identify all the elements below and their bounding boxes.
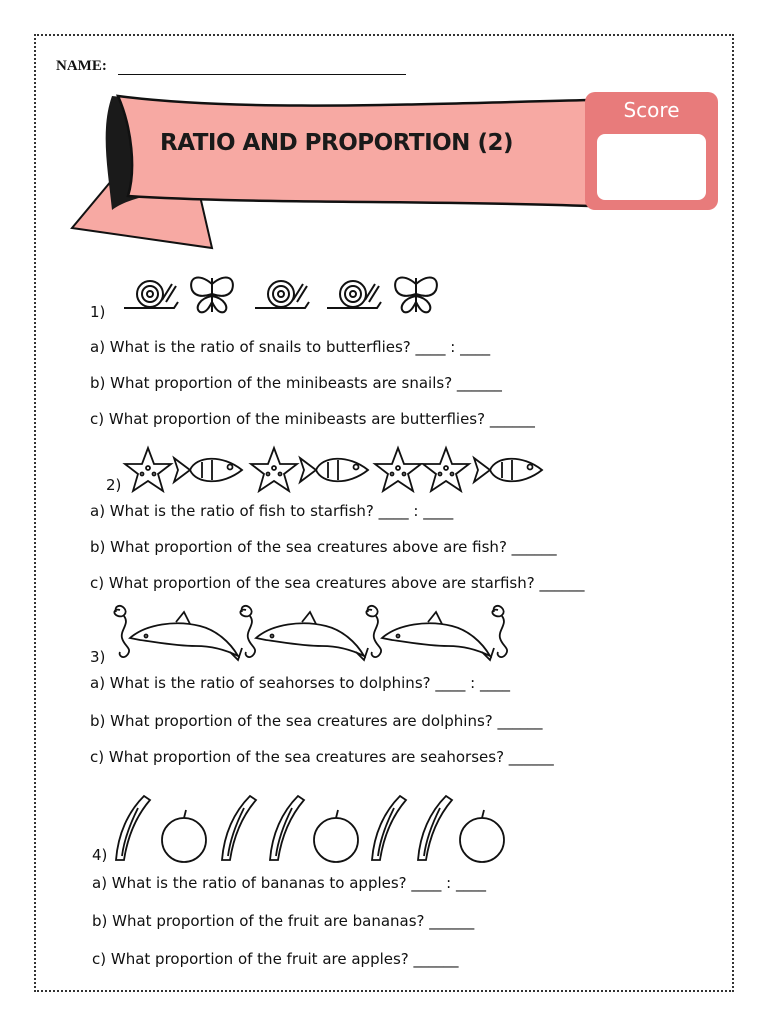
question-1c: c) What proportion of the minibeasts are butterflies? ______ [90,410,535,428]
score-input[interactable] [597,134,706,200]
question-3b: b) What proportion of the sea creatures are dolphins? ______ [90,712,543,730]
question-2a: a) What is the ratio of fish to starfish? ____ : ____ [90,502,454,520]
score-box [585,92,718,210]
worksheet-title: RATIO AND PROPORTION (2) [160,130,513,156]
question-4a: a) What is the ratio of bananas to apples? ____ : ____ [92,874,486,892]
question-4b: b) What proportion of the fruit are bananas? ______ [92,912,475,930]
question-number: 1) [90,303,106,321]
question-2c: c) What proportion of the sea creatures above are starfish? ______ [90,574,585,592]
question-number: 4) [92,846,108,864]
question-number: 3) [90,648,106,666]
question-4c: c) What proportion of the fruit are apples? ______ [92,950,459,968]
question-1b: b) What proportion of the minibeasts are snails? ______ [90,374,502,392]
question-1a: a) What is the ratio of snails to butterflies? ____ : ____ [90,338,491,356]
question-2b: b) What proportion of the sea creatures above are fish? ______ [90,538,557,556]
score-label: Score [623,98,680,122]
name-label: NAME: [56,58,107,74]
question-3a: a) What is the ratio of seahorses to dolphins? ____ : ____ [90,674,510,692]
question-3c: c) What proportion of the sea creatures are seahorses? ______ [90,748,554,766]
question-number: 2) [106,476,122,494]
